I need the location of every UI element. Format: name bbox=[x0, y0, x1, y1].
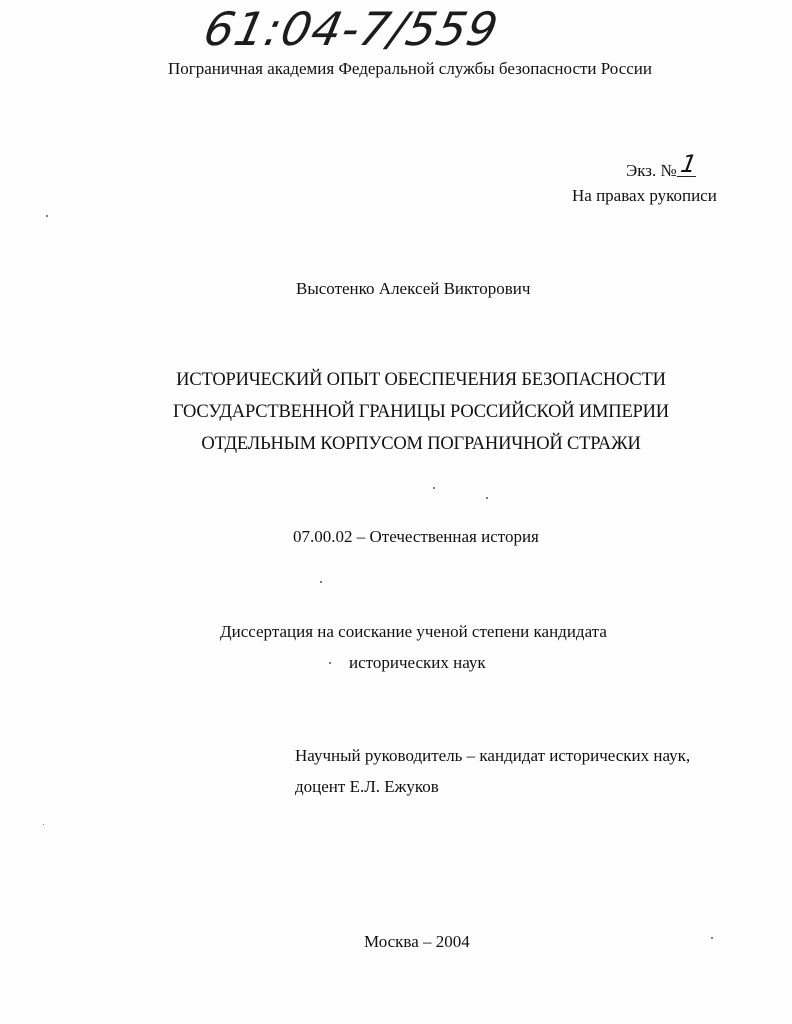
supervisor-line-2: доцент Е.Л. Ежуков bbox=[295, 777, 439, 796]
copy-number-label: Экз. № bbox=[626, 161, 677, 180]
degree-line-2: исторических наук bbox=[349, 653, 486, 672]
specialty-code: 07.00.02 – Отечественная история bbox=[293, 527, 539, 546]
supervisor-line-1: Научный руководитель – кандидат исторических наук, bbox=[295, 746, 691, 765]
scan-speck bbox=[486, 497, 488, 499]
archive-code-handwritten: 61:04-7/559 bbox=[199, 2, 504, 56]
title-line-1: ИСТОРИЧЕСКИЙ ОПЫТ ОБЕСПЕЧЕНИЯ БЕЗОПАСНОСТИ bbox=[176, 370, 666, 390]
degree-line-1: Диссертация на соискание ученой степени кандидата bbox=[220, 622, 607, 641]
scan-speck bbox=[711, 937, 713, 939]
scan-speck bbox=[329, 662, 331, 664]
copy-number bbox=[626, 150, 699, 181]
city-year: Москва – 2004 bbox=[364, 932, 470, 951]
title-line-3: ОТДЕЛЬНЫМ КОРПУСОМ ПОГРАНИЧНОЙ СТРАЖИ bbox=[201, 434, 641, 454]
scan-speck bbox=[46, 215, 48, 217]
scan-speck bbox=[43, 824, 44, 825]
copy-number-value: 1 bbox=[678, 150, 699, 178]
author-name: Высотенко Алексей Викторович bbox=[296, 279, 531, 298]
institution-name: Пограничная академия Федеральной службы безопасности России bbox=[168, 59, 653, 78]
scan-speck bbox=[320, 581, 322, 583]
title-line-2: ГОСУДАРСТВЕННОЙ ГРАНИЦЫ РОССИЙСКОЙ ИМПЕРИИ bbox=[173, 402, 669, 422]
manuscript-rights: На правах рукописи bbox=[572, 186, 717, 205]
scan-speck bbox=[433, 487, 435, 489]
